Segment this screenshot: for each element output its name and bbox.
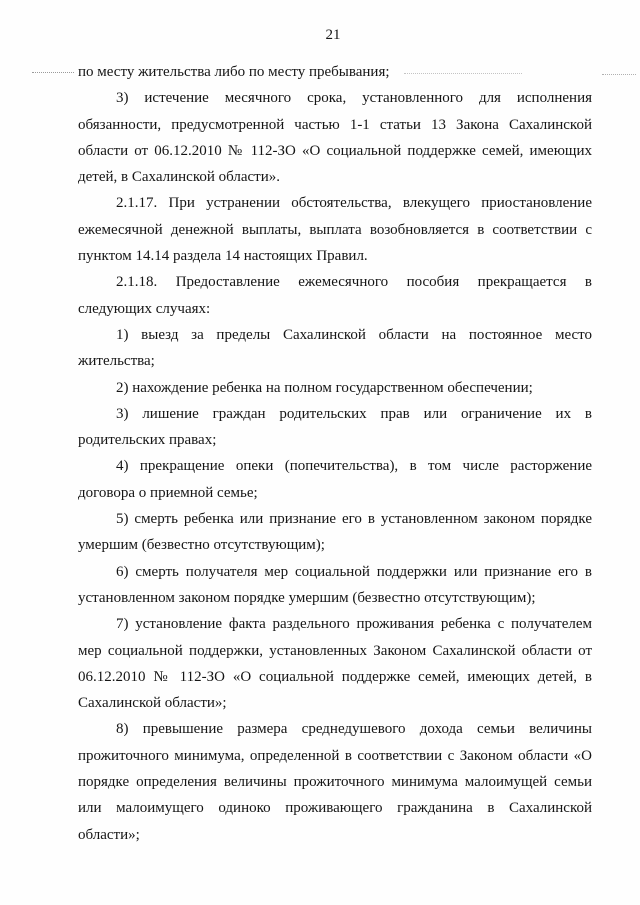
text-line: порядке определения величины прожиточного минимума малоимущей семьи [78, 774, 592, 791]
text-line: жительства; [78, 353, 155, 370]
text-line: 5) смерть ребенка или признание его в установленном законом порядке [116, 511, 592, 528]
text-line: 3) лишение граждан родительских прав или ограничение их в [116, 405, 592, 422]
scan-artifact [32, 72, 74, 73]
text-line: 2.1.17. При устранении обстоятельства, влекущего приостановление [116, 195, 592, 212]
text-line: прожиточного минимума, определенной в соответствии с Законом области «О [78, 747, 592, 764]
text-line: детей, в Сахалинской области». [78, 169, 281, 186]
text-line: 2) нахождение ребенка на полном государственном обеспечении; [116, 379, 533, 396]
text-line: 4) прекращение опеки (попечительства), в том числе расторжение [116, 458, 592, 475]
paragraph-item-5-child-death [78, 506, 592, 559]
text-line: 06.12.2010 № 112-ЗО «О социальной поддержке семей, имеющих детей, в [78, 668, 592, 685]
paragraph-item-2-state-support [78, 375, 592, 401]
paragraph-clause-2-1-18 [78, 269, 592, 322]
text-line: мер социальной поддержки, установленных Законом Сахалинской области от [78, 642, 592, 659]
text-line: пунктом 14.14 раздела 14 настоящих Правил. [78, 248, 368, 265]
paragraph-item-4-guardianship [78, 453, 592, 506]
text-line: по месту жительства либо по месту пребывания; [78, 64, 390, 80]
paragraph-clause-2-1-17 [78, 190, 592, 269]
paragraph-item-3-parental-rights [78, 401, 592, 454]
paragraph-item-1-relocation [78, 322, 592, 375]
text-line: следующих случаях: [78, 300, 211, 317]
paragraph-item-7-separate-residence [78, 611, 592, 716]
text-line: Сахалинской области»; [78, 695, 227, 712]
scan-artifact [602, 74, 636, 75]
paragraph-continuation [78, 59, 592, 85]
text-line: 7) установление факта раздельного проживания ребенка с получателем [116, 616, 592, 633]
text-line: или малоимущего одиноко проживающего гражданина в Сахалинской [78, 800, 592, 817]
page-number: 21 [325, 27, 341, 43]
text-line: 3) истечение месячного срока, установленного для исполнения [116, 90, 592, 107]
text-line: 2.1.18. Предоставление ежемесячного пособия прекращается в [116, 274, 592, 291]
paragraph-item-3-month-expiry [78, 85, 592, 190]
text-line: установленном законом порядке умершим (безвестно отсутствующим); [78, 589, 536, 606]
text-line: 8) превышение размера среднедушевого дохода семьи величины [116, 721, 592, 738]
paragraph-item-6-recipient-death [78, 559, 592, 612]
text-line: 1) выезд за пределы Сахалинской области на постоянное место [116, 326, 592, 343]
document-body [78, 59, 592, 848]
text-line: договора о приемной семье; [78, 484, 258, 501]
text-line: 6) смерть получателя мер социальной поддержки или признание его в [116, 563, 592, 580]
text-line: области»; [78, 826, 140, 843]
paragraph-item-8-income-excess [78, 716, 592, 847]
text-line: ежемесячной денежной выплаты, выплата возобновляется в соответствии с [78, 221, 592, 238]
text-line: обязанности, предусмотренной частью 1-1 статьи 13 Закона Сахалинской [78, 116, 592, 133]
text-line: области от 06.12.2010 № 112-ЗО «О социальной поддержке семей, имеющих [78, 142, 592, 159]
text-line: умершим (безвестно отсутствующим); [78, 537, 325, 554]
text-line: родительских правах; [78, 432, 217, 449]
